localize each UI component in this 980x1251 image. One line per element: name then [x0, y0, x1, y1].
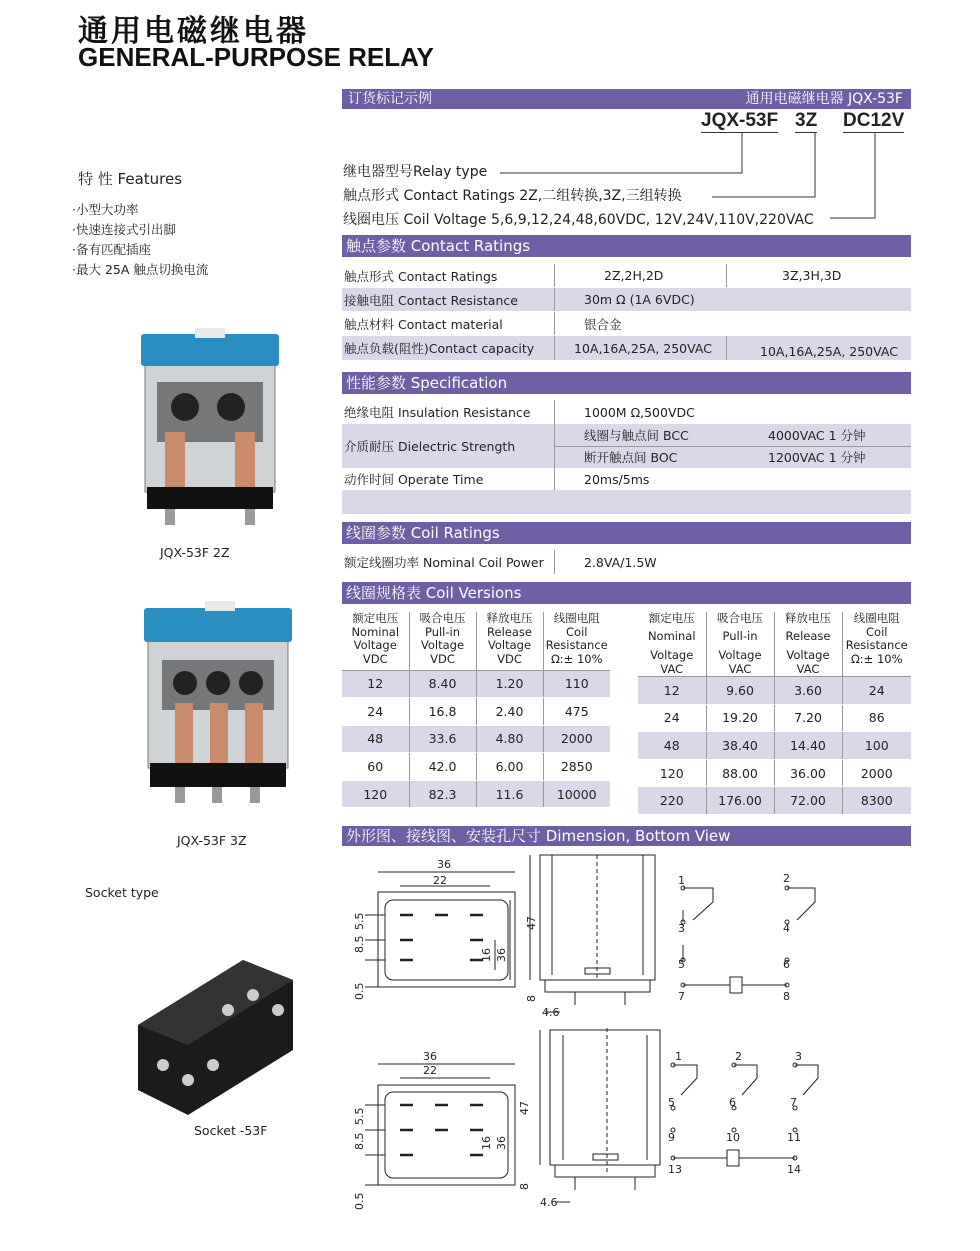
version-cell: 4.80	[476, 725, 543, 753]
contact-value: 3Z,3H,3D	[782, 268, 842, 283]
version-cell: 12	[638, 677, 706, 705]
spec-sub-label: 断开触点间 BOC	[584, 450, 678, 465]
contact-value: 2Z,2H,2D	[604, 268, 664, 283]
version-cell: 88.00	[706, 759, 774, 787]
version-cell: 16.8	[409, 698, 476, 726]
page-title-en: GENERAL-PURPOSE RELAY	[78, 42, 434, 72]
contact-row-label: 接触电阻 Contact Resistance	[344, 292, 518, 308]
version-row	[638, 787, 911, 815]
pin-label: 10	[726, 1131, 740, 1144]
wiring-2z	[681, 886, 815, 993]
dim-label: 16	[480, 1136, 493, 1150]
version-cell: 176.00	[706, 787, 774, 815]
coil-row	[342, 550, 911, 574]
relay-2z-caption: JQX-53F 2Z	[160, 545, 230, 560]
coil-value: 2.8VA/1.5W	[584, 554, 657, 570]
dim-label: 36	[423, 1050, 437, 1063]
contact-section-title: 触点参数 Contact Ratings	[342, 235, 911, 257]
version-cell: 42.0	[409, 753, 476, 781]
relay-3z-image	[140, 598, 300, 810]
features-list	[72, 200, 208, 280]
feature-item: ·快速连接式引出脚	[72, 222, 176, 237]
version-cell: 72.00	[774, 787, 842, 815]
ac-header: 线圈电阻 Coil Resistance Ω:± 10%	[842, 612, 911, 677]
version-cell: 7.20	[774, 704, 842, 732]
version-cell: 2000	[842, 759, 911, 787]
pin-label: 6	[729, 1096, 736, 1109]
coil-section-title: 线圈参数 Coil Ratings	[342, 522, 911, 544]
dim-label: 36	[495, 1136, 508, 1150]
order-example-header	[342, 89, 911, 109]
order-code-model: JQX-53F	[701, 110, 779, 131]
dc-header: 额定电压 Nominal Voltage VDC	[342, 612, 409, 670]
version-cell: 100	[842, 732, 911, 760]
version-cell: 82.3	[409, 780, 476, 808]
version-row	[342, 670, 610, 698]
version-cell: 475	[543, 698, 610, 726]
pin-label: 2	[783, 872, 790, 885]
spec-sub-label: 线圈与触点间 BCC	[584, 428, 689, 443]
dc-versions-table	[342, 612, 610, 808]
relay-3z-caption: JQX-53F 3Z	[177, 833, 247, 848]
pin-label: 7	[790, 1096, 797, 1109]
dim-label: 8.5	[353, 935, 366, 953]
version-cell: 19.20	[706, 704, 774, 732]
version-row	[638, 704, 911, 732]
spec-value: 1200VAC 1 分钟	[768, 450, 866, 465]
ac-versions-table	[638, 612, 911, 815]
dim-label: 8	[518, 1183, 531, 1190]
pin-label: 6	[783, 958, 790, 971]
order-line-coil: 线圈电压 Coil Voltage 5,6,9,12,24,48,60VDC, 12V,24V,110V,220VAC	[343, 212, 814, 228]
dimension-section-title: 外形图、接线图、安装孔尺寸 Dimension, Bottom View	[342, 826, 911, 846]
feature-item: ·最大 25A 触点切换电流	[72, 262, 209, 277]
order-product: 通用电磁继电器 JQX-53F	[745, 91, 903, 107]
socket-caption: Socket -53F	[194, 1123, 268, 1138]
contact-row	[342, 288, 911, 311]
versions-section-title: 线圈规格表 Coil Versions	[342, 582, 911, 604]
contact-value: 10A,16A,25A, 250VAC	[760, 343, 898, 359]
feature-item: ·小型大功率	[72, 202, 139, 217]
order-code-contact: 3Z	[795, 110, 818, 131]
spec-value: 4000VAC 1 分钟	[768, 428, 866, 443]
version-cell: 24	[842, 677, 911, 705]
pin-label: 13	[668, 1163, 682, 1176]
version-cell: 8.40	[409, 670, 476, 698]
relay-2z-image	[135, 322, 285, 534]
pin-label: 14	[787, 1163, 801, 1176]
version-cell: 120	[638, 759, 706, 787]
version-cell: 14.40	[774, 732, 842, 760]
dim-label: 5.5	[353, 912, 366, 930]
spec-empty-row	[342, 490, 911, 514]
version-cell: 9.60	[706, 677, 774, 705]
pin-label: 5	[668, 1096, 675, 1109]
dim-label: 36	[437, 858, 451, 871]
dim-label: 4.6	[542, 1006, 560, 1019]
contact-value: 30m Ω (1A 6VDC)	[584, 292, 695, 307]
side-view-2z	[530, 855, 655, 1012]
pin-label: 9	[668, 1131, 675, 1144]
pin-label: 8	[783, 990, 790, 1003]
version-cell: 120	[342, 780, 409, 808]
version-cell: 3.60	[774, 677, 842, 705]
dim-label: 22	[423, 1064, 437, 1077]
version-cell: 38.40	[706, 732, 774, 760]
version-cell: 2000	[543, 725, 610, 753]
pin-label: 11	[787, 1131, 801, 1144]
version-row	[638, 759, 911, 787]
pin-label: 2	[735, 1050, 742, 1063]
order-line-relay-type: 继电器型号Relay type	[343, 164, 488, 180]
spec-section-title: 性能参数 Specification	[342, 372, 911, 394]
spec-row-label: 介质耐压 Dielectric Strength	[344, 439, 516, 454]
dim-label: 5.5	[353, 1107, 366, 1125]
spec-row	[342, 468, 911, 490]
order-code-coil: DC12V	[843, 110, 905, 131]
ac-header: 释放电压 Release Voltage VAC	[774, 612, 842, 677]
version-cell: 1.20	[476, 670, 543, 698]
features-heading: 特 性 Features	[78, 170, 183, 188]
version-row	[342, 725, 610, 753]
pin-label: 3	[678, 922, 685, 935]
contact-row-label: 触点材料 Contact material	[344, 316, 503, 332]
dimension-drawings	[345, 850, 915, 1215]
version-row	[342, 698, 610, 726]
socket-image	[133, 955, 298, 1120]
ac-header: 吸合电压 Pull-in Voltage VAC	[706, 612, 774, 677]
version-cell: 86	[842, 704, 911, 732]
spec-value: 1000M Ω,500VDC	[584, 404, 695, 420]
version-cell: 6.00	[476, 753, 543, 781]
bottom-view-3z	[365, 1064, 515, 1185]
dim-label: 0.5	[353, 1192, 366, 1210]
pin-label: 7	[678, 990, 685, 1003]
version-row	[638, 677, 911, 705]
version-cell: 60	[342, 753, 409, 781]
contact-value: 10A,16A,25A, 250VAC	[574, 340, 712, 356]
version-cell: 24	[342, 698, 409, 726]
dc-header: 释放电压 Release Voltage VDC	[476, 612, 543, 670]
pin-label: 5	[678, 958, 685, 971]
dim-label: 47	[525, 916, 538, 930]
order-line-contact: 触点形式 Contact Ratings 2Z,二组转换,3Z,三组转换	[343, 188, 682, 204]
spec-row-label: 动作时间 Operate Time	[344, 472, 484, 487]
order-example-label: 订货标记示例	[348, 91, 432, 107]
dim-label: 47	[518, 1101, 531, 1115]
version-row	[342, 753, 610, 781]
dim-label: 22	[433, 874, 447, 887]
spec-value: 20ms/5ms	[584, 471, 650, 487]
contact-value: 银合金	[584, 316, 622, 332]
pin-label: 1	[675, 1050, 682, 1063]
version-cell: 2850	[543, 753, 610, 781]
pin-label: 4	[783, 922, 790, 935]
dim-label: 4.6	[540, 1196, 558, 1209]
version-cell: 11.6	[476, 780, 543, 808]
version-cell: 110	[543, 670, 610, 698]
contact-row	[342, 312, 911, 335]
spec-row-label: 绝缘电阻 Insulation Resistance	[344, 405, 531, 420]
wiring-3z	[671, 1063, 818, 1166]
contact-row	[342, 336, 911, 360]
spec-row	[342, 424, 911, 468]
bottom-view-2z	[365, 872, 515, 987]
version-cell: 48	[342, 725, 409, 753]
socket-type-label: Socket type	[85, 885, 159, 900]
spec-row	[342, 400, 911, 424]
bottom-view-2z-labels	[353, 858, 508, 1000]
pin-label: 3	[795, 1050, 802, 1063]
dim-label: 16	[480, 948, 493, 962]
dim-label: 8.5	[353, 1132, 366, 1150]
page-title-cn: 通用电磁继电器	[78, 14, 309, 49]
version-row	[638, 732, 911, 760]
version-cell: 2.40	[476, 698, 543, 726]
dim-label: 0.5	[353, 982, 366, 1000]
version-cell: 220	[638, 787, 706, 815]
dc-header: 线圈电阻 Coil Resistance Ω:± 10%	[543, 612, 610, 670]
dc-header: 吸合电压 Pull-in Voltage VDC	[409, 612, 476, 670]
contact-row-label: 触点形式 Contact Ratings	[344, 268, 498, 284]
version-cell: 8300	[842, 787, 911, 815]
contact-row-label: 触点负载(阻性)Contact capacity	[344, 341, 535, 356]
coil-row-label: 额定线圈功率 Nominal Coil Power	[344, 555, 544, 570]
version-row	[342, 780, 610, 808]
version-cell: 36.00	[774, 759, 842, 787]
contact-row	[342, 264, 911, 287]
version-cell: 24	[638, 704, 706, 732]
dim-label: 8	[525, 995, 538, 1002]
version-cell: 12	[342, 670, 409, 698]
version-cell: 33.6	[409, 725, 476, 753]
version-cell: 10000	[543, 780, 610, 808]
side-view-3z	[540, 1028, 660, 1202]
dim-label: 36	[495, 948, 508, 962]
pin-label: 1	[678, 874, 685, 887]
version-cell: 48	[638, 732, 706, 760]
feature-item: ·备有匹配插座	[72, 242, 151, 257]
ac-header: 额定电压 Nominal Voltage VAC	[638, 612, 706, 677]
